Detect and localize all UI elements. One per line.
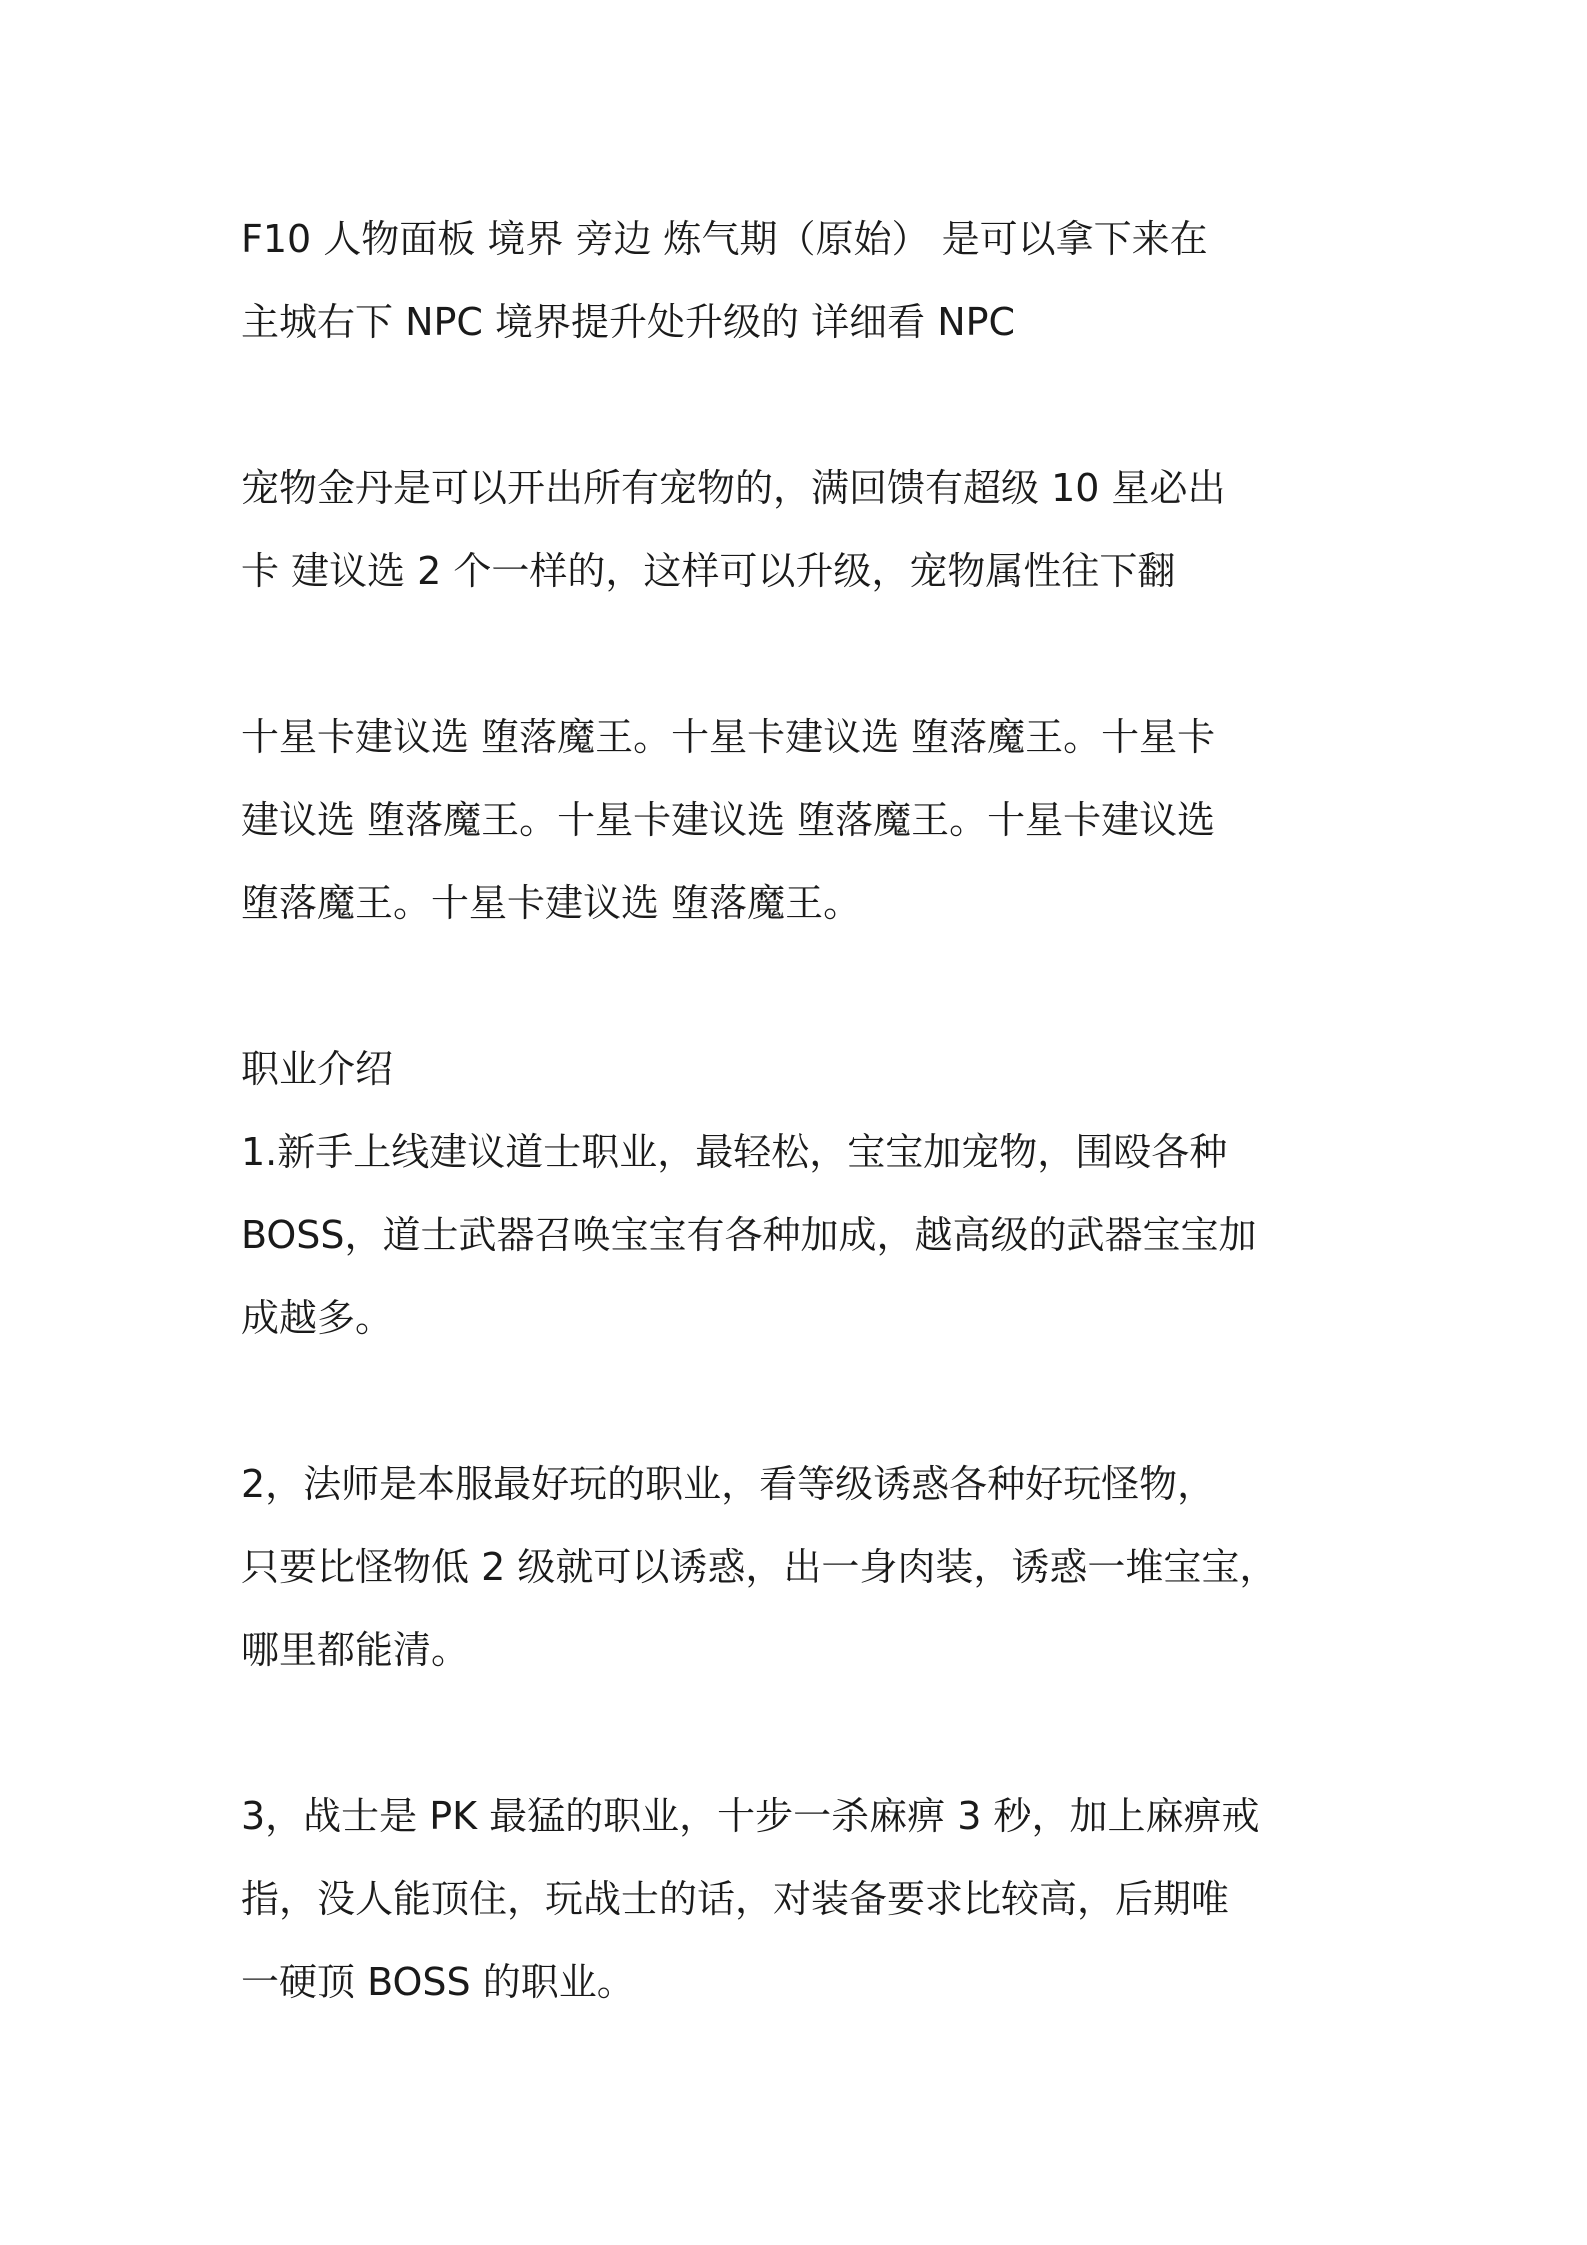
paragraph-gap — [241, 613, 1351, 696]
paragraph-gap — [241, 364, 1351, 447]
paragraph-class-warrior — [241, 1775, 1351, 2024]
text-line: 主城右下 NPC 境界提升处升级的 详细看 NPC — [241, 300, 1016, 344]
text-line: 2，法师是本服最好玩的职业，看等级诱惑各种好玩怪物， — [241, 1462, 1216, 1506]
paragraph-pet-elixir — [241, 447, 1351, 613]
text-line: 只要比怪物低 2 级就可以诱惑，出一身肉装，诱惑一堆宝宝， — [241, 1545, 1278, 1589]
text-line: F10 人物面板 境界 旁边 炼气期（原始） 是可以拿下来在 — [241, 217, 1208, 261]
paragraph-gap — [241, 1692, 1351, 1775]
paragraph-realm-info — [241, 198, 1351, 364]
paragraph-ten-star-card — [241, 696, 1351, 945]
text-line: 3，战士是 PK 最猛的职业，十步一杀麻痹 3 秒，加上麻痹戒 — [241, 1794, 1260, 1838]
text-line: 指，没人能顶住，玩战士的话，对装备要求比较高，后期唯 — [241, 1877, 1230, 1921]
paragraph-gap — [241, 1360, 1351, 1443]
paragraph-class-mage — [241, 1443, 1351, 1692]
text-line: BOSS，道士武器召唤宝宝有各种加成，越高级的武器宝宝加 — [241, 1213, 1257, 1257]
text-line: 1.新手上线建议道士职业，最轻松，宝宝加宠物，围殴各种 — [241, 1130, 1228, 1174]
text-line: 一硬顶 BOSS 的职业。 — [241, 1960, 635, 2004]
document-body — [241, 198, 1351, 2024]
paragraph-class-intro-taoist — [241, 1028, 1351, 1360]
text-line: 成越多。 — [241, 1296, 394, 1340]
text-line: 十星卡建议选 堕落魔王。十星卡建议选 堕落魔王。十星卡 — [241, 715, 1216, 759]
text-line: 堕落魔王。十星卡建议选 堕落魔王。 — [241, 881, 862, 925]
text-line: 建议选 堕落魔王。十星卡建议选 堕落魔王。十星卡建议选 — [241, 798, 1216, 842]
text-line: 宠物金丹是可以开出所有宠物的，满回馈有超级 10 星必出 — [241, 466, 1226, 510]
text-line: 卡 建议选 2 个一样的，这样可以升级，宠物属性往下翻 — [241, 549, 1176, 593]
text-line: 哪里都能清。 — [241, 1628, 470, 1672]
paragraph-gap — [241, 945, 1351, 1028]
section-heading: 职业介绍 — [241, 1047, 394, 1091]
